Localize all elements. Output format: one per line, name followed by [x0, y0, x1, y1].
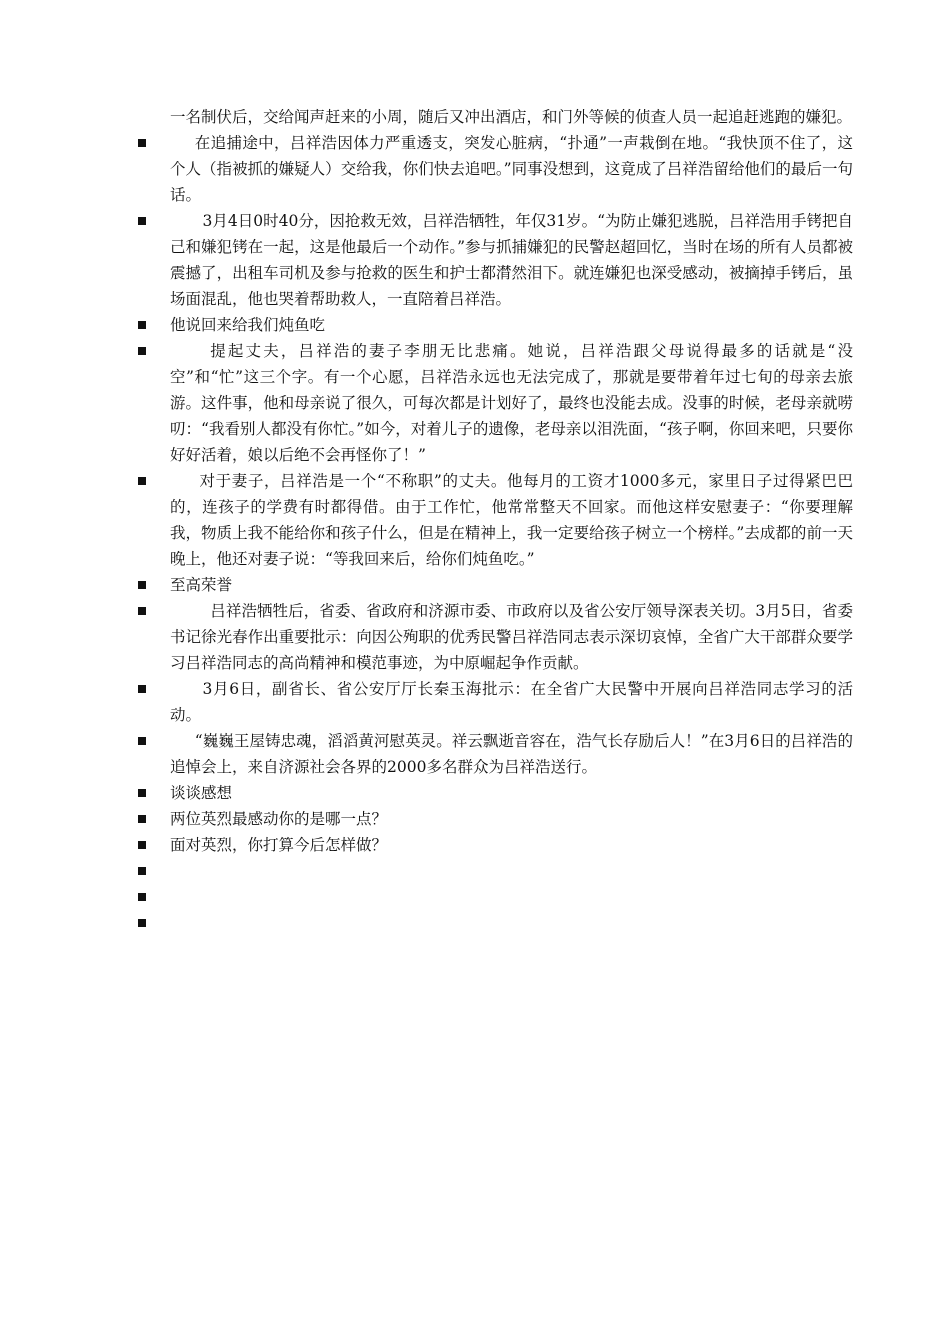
- bullet-square-icon: [138, 477, 146, 485]
- bullet-square-icon: [138, 919, 146, 927]
- bullet-square-icon: [138, 685, 146, 693]
- paragraph-text: 吕祥浩牺牲后，省委、省政府和济源市委、市政府以及省公安厅领导深表关切。3月5日，省委书记徐光春作出重要批示：向因公殉职的优秀民警吕祥浩同志表示深切哀悼，全省广大干部群众要学习吕祥浩同志的高尚精神和模范事迹，为中原崛起争作贡献。: [170, 602, 853, 672]
- paragraph-text: “巍巍王屋铸忠魂，滔滔黄河慰英灵。祥云飘逝音容在，浩气长存励后人！”在3月6日的吕祥浩的追悼会上，来自济源社会各界的2000多名群众为吕祥浩送行。: [170, 732, 853, 776]
- question-text: 面对英烈，你打算今后怎样做？: [170, 836, 388, 854]
- list-item: [133, 468, 853, 572]
- list-item-continuation: [133, 104, 853, 130]
- section-heading: 至高荣誉: [170, 576, 233, 594]
- paragraph-text: 3月4日0时40分，因抢救无效，吕祥浩牺牲，年仅31岁。“为防止嫌犯逃脱，吕祥浩用手铐把自己和嫌犯铐在一起，这是他最后一个动作。”参与抓捕嫌犯的民警赵超回忆，当时在场的所有人员都被震撼了，出租车司机及参与抢救的医生和护士都潸然泪下。就连嫌犯也深受感动，被摘掉手铐后，虽场面混乱，他也哭着帮助救人，一直陪着吕祥浩。: [170, 212, 854, 308]
- list-item-heading: [133, 780, 853, 806]
- paragraph-text: 一名制伏后，交给闻声赶来的小周，随后又冲出酒店，和门外等候的侦查人员一起追赶逃跑的嫌犯。: [170, 108, 853, 126]
- bullet-square-icon: [138, 815, 146, 823]
- bullet-square-icon: [138, 841, 146, 849]
- list-item: [133, 728, 853, 780]
- list-item-question: [133, 806, 853, 832]
- bullet-square-icon: [138, 321, 146, 329]
- section-heading: 谈谈感想: [170, 784, 233, 802]
- bullet-square-icon: [138, 581, 146, 589]
- list-item-heading: [133, 572, 853, 598]
- question-text: 两位英烈最感动你的是哪一点？: [170, 810, 388, 828]
- list-item-empty: [133, 884, 853, 910]
- list-item: [133, 208, 853, 312]
- bullet-square-icon: [138, 217, 146, 225]
- list-item-heading: [133, 312, 853, 338]
- bullet-square-icon: [138, 347, 146, 355]
- bullet-square-icon: [138, 893, 146, 901]
- bullet-square-icon: [138, 737, 146, 745]
- bullet-square-icon: [138, 607, 146, 615]
- list-item-empty: [133, 910, 853, 936]
- paragraph-text: 对于妻子，吕祥浩是一个“不称职”的丈夫。他每月的工资才1000多元，家里日子过得紧巴巴的，连孩子的学费有时都得借。由于工作忙，他常常整天不回家。而他这样安慰妻子：“你要理解我，物质上我不能给你和孩子什么，但是在精神上，我一定要给孩子树立一个榜样。”去成都的前一天晚上，他还对妻子说：“等我回来后，给你们炖鱼吃。”: [170, 472, 853, 568]
- list-item: [133, 598, 853, 676]
- section-heading: 他说回来给我们炖鱼吃: [170, 316, 326, 334]
- list-item: [133, 130, 853, 208]
- paragraph-text: 在追捕途中，吕祥浩因体力严重透支，突发心脏病，“扑通”一声栽倒在地。“我快顶不住了，这个人（指被抓的嫌疑人）交给我，你们快去追吧。”同事没想到，这竟成了吕祥浩留给他们的最后一句话。: [170, 134, 853, 204]
- list-item: [133, 676, 853, 728]
- list-item-question: [133, 832, 853, 858]
- bullet-square-icon: [138, 867, 146, 875]
- list-item-empty: [133, 858, 853, 884]
- bullet-square-icon: [138, 139, 146, 147]
- paragraph-text: 提起丈夫，吕祥浩的妻子李朋无比悲痛。她说，吕祥浩跟父母说得最多的话就是“没空”和“忙”这三个字。有一个心愿，吕祥浩永远也无法完成了，那就是要带着年过七旬的母亲去旅游。这件事，他和母亲说了很久，可每次都是计划好了，最终也没能去成。没事的时候，老母亲就唠叨：“我看别人都没有你忙。”如今，对着儿子的遗像，老母亲以泪洗面，“孩子啊，你回来吧，只要你好好活着，娘以后绝不会再怪你了！”: [170, 342, 853, 464]
- paragraph-text: 3月6日，副省长、省公安厅厅长秦玉海批示：在全省广大民警中开展向吕祥浩同志学习的活动。: [170, 680, 853, 724]
- bullet-square-icon: [138, 789, 146, 797]
- document-body: [133, 104, 853, 936]
- list-item: [133, 338, 853, 468]
